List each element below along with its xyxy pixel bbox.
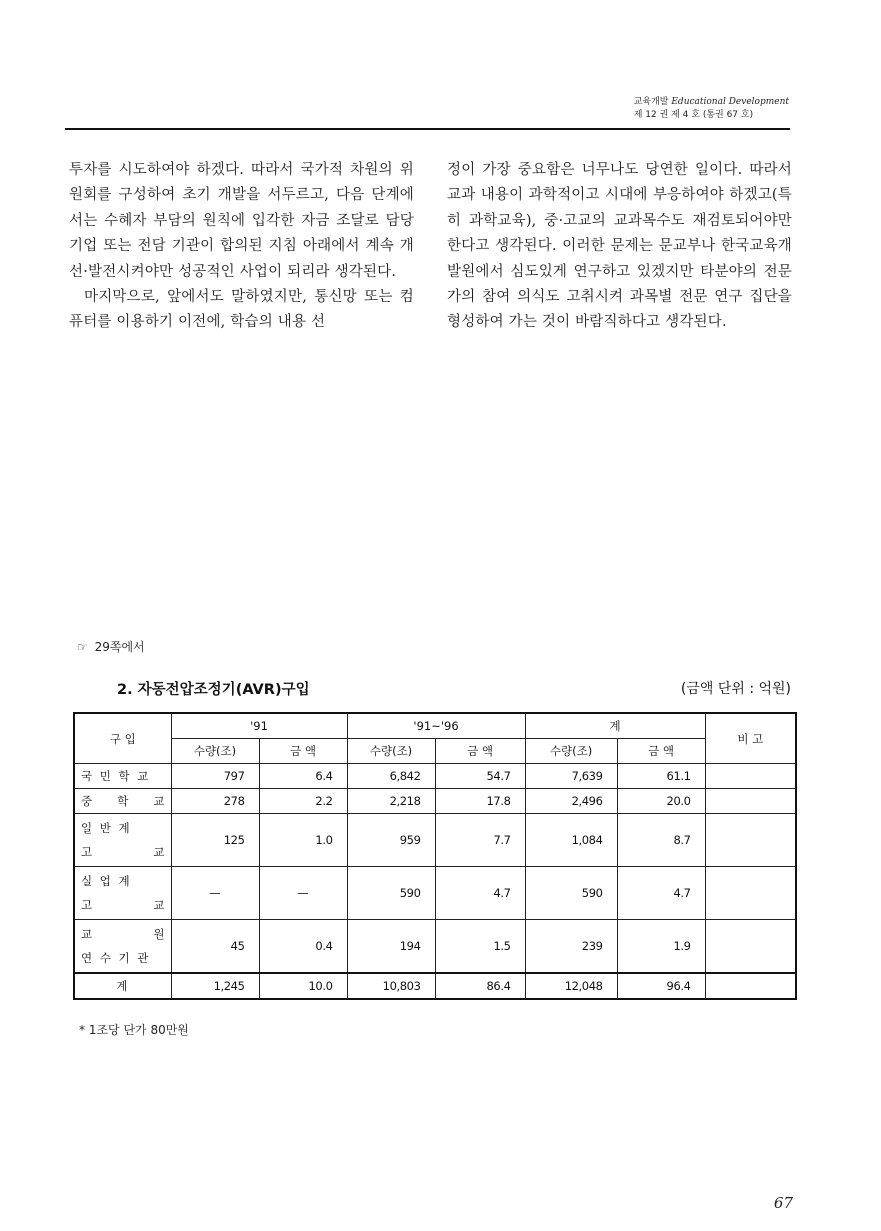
col-group-91-96: '91~'96	[347, 713, 525, 739]
table-subheader-row	[74, 739, 796, 764]
col-header-amount: 금 액	[435, 739, 525, 764]
label-glyph: 학	[117, 794, 129, 808]
total-qty-91-96: 10,803	[347, 973, 435, 999]
label-glyph: 교	[153, 845, 165, 859]
cell-qty-91: 45	[171, 920, 259, 974]
cell-qty-91-96: 194	[347, 920, 435, 974]
cell-qty-total: 239	[525, 920, 617, 974]
row-label-line	[81, 789, 165, 813]
cell-amount-91: —	[259, 867, 347, 920]
cell-amount-91: 0.4	[259, 920, 347, 974]
row-label	[74, 867, 171, 920]
col-header-amount: 금 액	[259, 739, 347, 764]
cell-amount-total: 61.1	[617, 764, 705, 789]
total-amount-91: 10.0	[259, 973, 347, 999]
paragraph: 정이 가장 중요함은 너무나도 당연한 일이다. 따라서 교과 내용이 과학적이고 시대에 부응하여야 하겠고(특히 과학교육), 중·고교의 교과목수도 재검토되어야만 한다고 생각된다. 이러한 문제는 문교부나 한국교육개발원에서 심도있게 연구하고 있겠지만 타분야의 전문가의 참여 의식도 고취시켜 과목별 전문 연구 집단을 형성하여 가는 것이 바람직하다고 생각된다.	[447, 162, 792, 331]
cell-qty-total: 590	[525, 867, 617, 920]
cell-qty-91: 125	[171, 814, 259, 867]
cell-amount-total: 1.9	[617, 920, 705, 974]
row-label-line: 일 반 계	[81, 821, 132, 835]
row-label	[74, 789, 171, 814]
total-amount-total: 96.4	[617, 973, 705, 999]
body-column-right	[447, 158, 792, 336]
cell-amount-total: 4.7	[617, 867, 705, 920]
row-label-line: 실 업 계	[81, 874, 132, 888]
cell-qty-91: 278	[171, 789, 259, 814]
cell-amount-91: 6.4	[259, 764, 347, 789]
total-remarks	[705, 973, 796, 999]
row-label-line	[81, 922, 165, 946]
cell-remarks	[705, 867, 796, 920]
page-number: 67	[773, 1194, 793, 1212]
paragraph: 마지막으로, 앞에서도 말하였지만, 통신망 또는 컴퓨터를 이용하기 이전에, 학습의 내용 선	[69, 289, 414, 331]
journal-title-ko: 교육개발	[633, 97, 669, 107]
col-group-total: 계	[525, 713, 705, 739]
cell-qty-total: 7,639	[525, 764, 617, 789]
cell-remarks	[705, 764, 796, 789]
total-amount-91-96: 86.4	[435, 973, 525, 999]
body-column-left	[69, 158, 414, 336]
label-glyph: 중	[81, 794, 93, 808]
cell-qty-91: 797	[171, 764, 259, 789]
cell-amount-total: 20.0	[617, 789, 705, 814]
table-footnote: * 1조당 단가 80만원	[79, 1023, 189, 1037]
cell-amount-91: 2.2	[259, 789, 347, 814]
cell-qty-91-96: 6,842	[347, 764, 435, 789]
cell-qty-91-96: 590	[347, 867, 435, 920]
cell-remarks	[705, 789, 796, 814]
cell-amount-91-96: 54.7	[435, 764, 525, 789]
table-title: 2. 자동전압조정기(AVR)구입	[117, 682, 310, 698]
cell-qty-91-96: 959	[347, 814, 435, 867]
table-row	[74, 814, 796, 867]
table-row	[74, 867, 796, 920]
row-label	[74, 920, 171, 974]
journal-title-en: Educational Development	[671, 97, 789, 107]
header-rule	[65, 128, 790, 130]
table-header-row	[74, 713, 796, 739]
label-glyph: 고	[81, 898, 93, 912]
col-header-remarks: 비 고	[705, 713, 796, 764]
cell-qty-total: 1,084	[525, 814, 617, 867]
issue-info: 제 12 권 제 4 호 (통권 67 호)	[633, 110, 754, 120]
cell-amount-91-96: 17.8	[435, 789, 525, 814]
cell-amount-91-96: 7.7	[435, 814, 525, 867]
col-group-91: '91	[171, 713, 347, 739]
total-qty-total: 12,048	[525, 973, 617, 999]
total-label: 계	[74, 973, 171, 999]
page-reference	[77, 638, 145, 655]
table-row	[74, 920, 796, 974]
col-header-amount: 금 액	[617, 739, 705, 764]
col-header-purchase: 구 입	[74, 713, 171, 764]
table-row	[74, 764, 796, 789]
cell-amount-91: 1.0	[259, 814, 347, 867]
row-label	[74, 814, 171, 867]
label-glyph: 원	[153, 927, 165, 941]
row-label-line	[81, 840, 165, 864]
row-label-line	[81, 893, 165, 917]
page-reference-text: 29쪽에서	[94, 640, 145, 654]
row-label: 국 민 학 교	[74, 764, 171, 789]
cell-qty-91-96: 2,218	[347, 789, 435, 814]
running-header	[634, 96, 789, 122]
cell-qty-91: —	[171, 867, 259, 920]
col-header-qty: 수량(조)	[171, 739, 259, 764]
avr-purchase-table	[73, 712, 797, 1000]
cell-remarks	[705, 920, 796, 974]
cell-amount-91-96: 1.5	[435, 920, 525, 974]
col-header-qty: 수량(조)	[525, 739, 617, 764]
label-glyph: 교	[153, 898, 165, 912]
table-unit: (금액 단위 : 억원)	[680, 681, 791, 697]
total-qty-91: 1,245	[171, 973, 259, 999]
cell-amount-91-96: 4.7	[435, 867, 525, 920]
cell-amount-total: 8.7	[617, 814, 705, 867]
row-label-line: 연 수 기 관	[81, 951, 151, 965]
col-header-qty: 수량(조)	[347, 739, 435, 764]
label-glyph: 고	[81, 845, 93, 859]
label-glyph: 교	[81, 927, 93, 941]
label-glyph: 교	[153, 794, 165, 808]
table-total-row	[74, 973, 796, 999]
pointing-hand-icon: ☞	[77, 640, 87, 654]
cell-remarks	[705, 814, 796, 867]
table-row	[74, 789, 796, 814]
paragraph: 투자를 시도하여야 하겠다. 따라서 국가적 차원의 위원회를 구성하여 초기 개발을 서두르고, 다음 단계에서는 수혜자 부담의 원칙에 입각한 자금 조달로 담당 기업 또는 전담 기관이 합의된 지침 아래에서 계속 개선·발전시켜야만 성공적인 사업이 되리라 생각된다.	[69, 162, 414, 280]
cell-qty-total: 2,496	[525, 789, 617, 814]
